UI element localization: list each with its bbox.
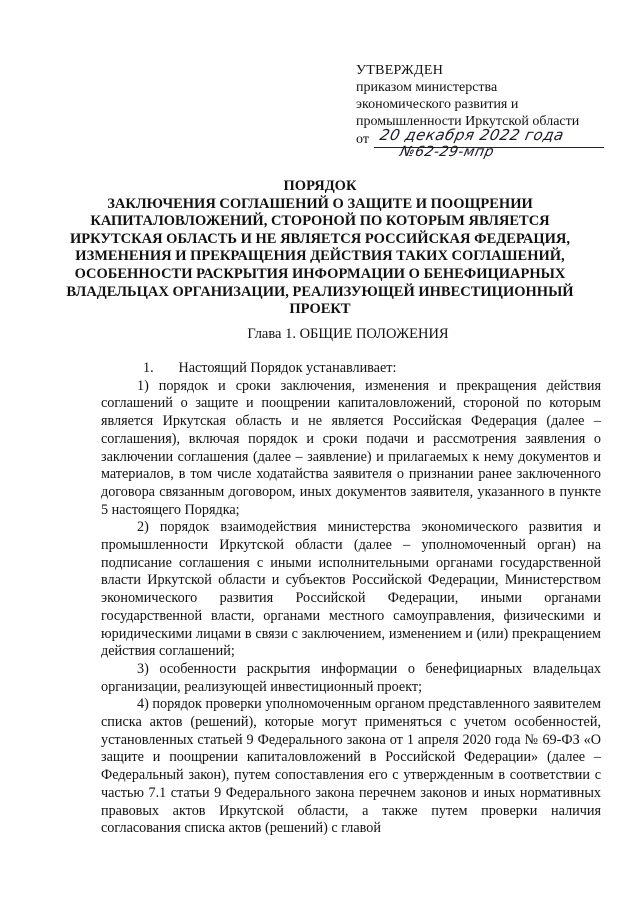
handwritten-number: №62-29-мпр [398,144,496,160]
approval-from-label: от [356,132,369,147]
handwritten-date: 20 декабря 2022 года [378,126,566,144]
document-body [101,360,601,838]
document-title [60,178,580,319]
paragraph: 4) порядок проверки уполномоченным органом представленного заявителем списка актов (решений), которые могут применяться с учетом особенностей, установленных статьей 9 Федерального закона от 1 апреля 2020 года № 69-ФЗ «О защите и поощрении капиталовложений в Российской Федерации» (далее – Федеральный закон), путем сопоставления его с утвержденным в соответствии с частью 7.1 статьи 9 Федерального закона перечнем законов и иных нормативных правовых актов Иркутской области, а также путем проверки наличия согласования списка актов (решений) с главой [101,696,601,837]
approval-line: приказом министерства [356,80,498,95]
title-heading: ПОРЯДОК [283,178,357,194]
paragraph: 1. Настоящий Порядок устанавливает: [143,360,397,376]
approval-heading: УТВЕРЖДЕН [356,63,444,78]
approval-line: экономического развития и [356,97,519,112]
paragraph: 1) порядок и сроки заключения, изменения и прекращения действия соглашений о защите и поощрении капиталовложений, стороной по которым является Иркутская область и не является Российская Федерация (далее – соглашения), включая порядок и сроки подачи и рассмотрения заявления о заключении соглашения (далее – заявление) и прилагаемых к нему документов и материалов, в том числе ходатайства заявителя о признании ранее заключенного договора связанным договором, иных документов заявителя, указанного в пункте 5 настоящего Порядка; [101,377,601,518]
approval-stamp-block [356,62,606,160]
paragraph: 2) порядок взаимодействия министерства экономического развития и промышленности Иркутской области (далее – уполномоченный орган) на подписание соглашения с иными исполнительными органами государственной власти Иркутской области и субъектов Российской Федерации, Министерством экономического развития Российской Федерации, иными органами государственной власти, органами местного самоуправления, физическими и юридическими лицами в связи с заключением, изменением и (или) прекращением действия соглашений; [101,519,601,660]
approval-date-row [356,126,606,160]
chapter-heading-block [0,326,640,343]
title-text: ЗАКЛЮЧЕНИЯ СОГЛАШЕНИЙ О ЗАЩИТЕ И ПООЩРЕНИИ КАПИТАЛОВЛОЖЕНИЙ, СТОРОНОЙ ПО КОТОРЫМ ЯВЛЯЕТСЯ ИРКУТСКАЯ ОБЛАСТЬ И НЕ ЯВЛЯЕТСЯ РОССИЙСКАЯ ФЕДЕРАЦИЯ, ИЗМЕНЕНИЯ И ПРЕКРАЩЕНИЯ ДЕЙСТВИЯ ТАКИХ СОГЛАШЕНИЙ, ОСОБЕННОСТИ РАСКРЫТИЯ ИНФОРМАЦИИ О БЕНЕФИЦИАРНЫХ ВЛАДЕЛЬЦАХ ОРГАНИЗАЦИИ, РЕАЛИЗУЮЩЕЙ ИНВЕСТИЦИОННЫЙ ПРОЕКТ [66,195,574,318]
paragraph: 3) особенности раскрытия информации о бенефициарных владельцах организации, реализующей инвестиционный проект; [101,660,601,695]
approval-line: промышленности Иркутской области [356,114,580,129]
chapter-heading: Глава 1. ОБЩИЕ ПОЛОЖЕНИЯ [247,326,449,342]
